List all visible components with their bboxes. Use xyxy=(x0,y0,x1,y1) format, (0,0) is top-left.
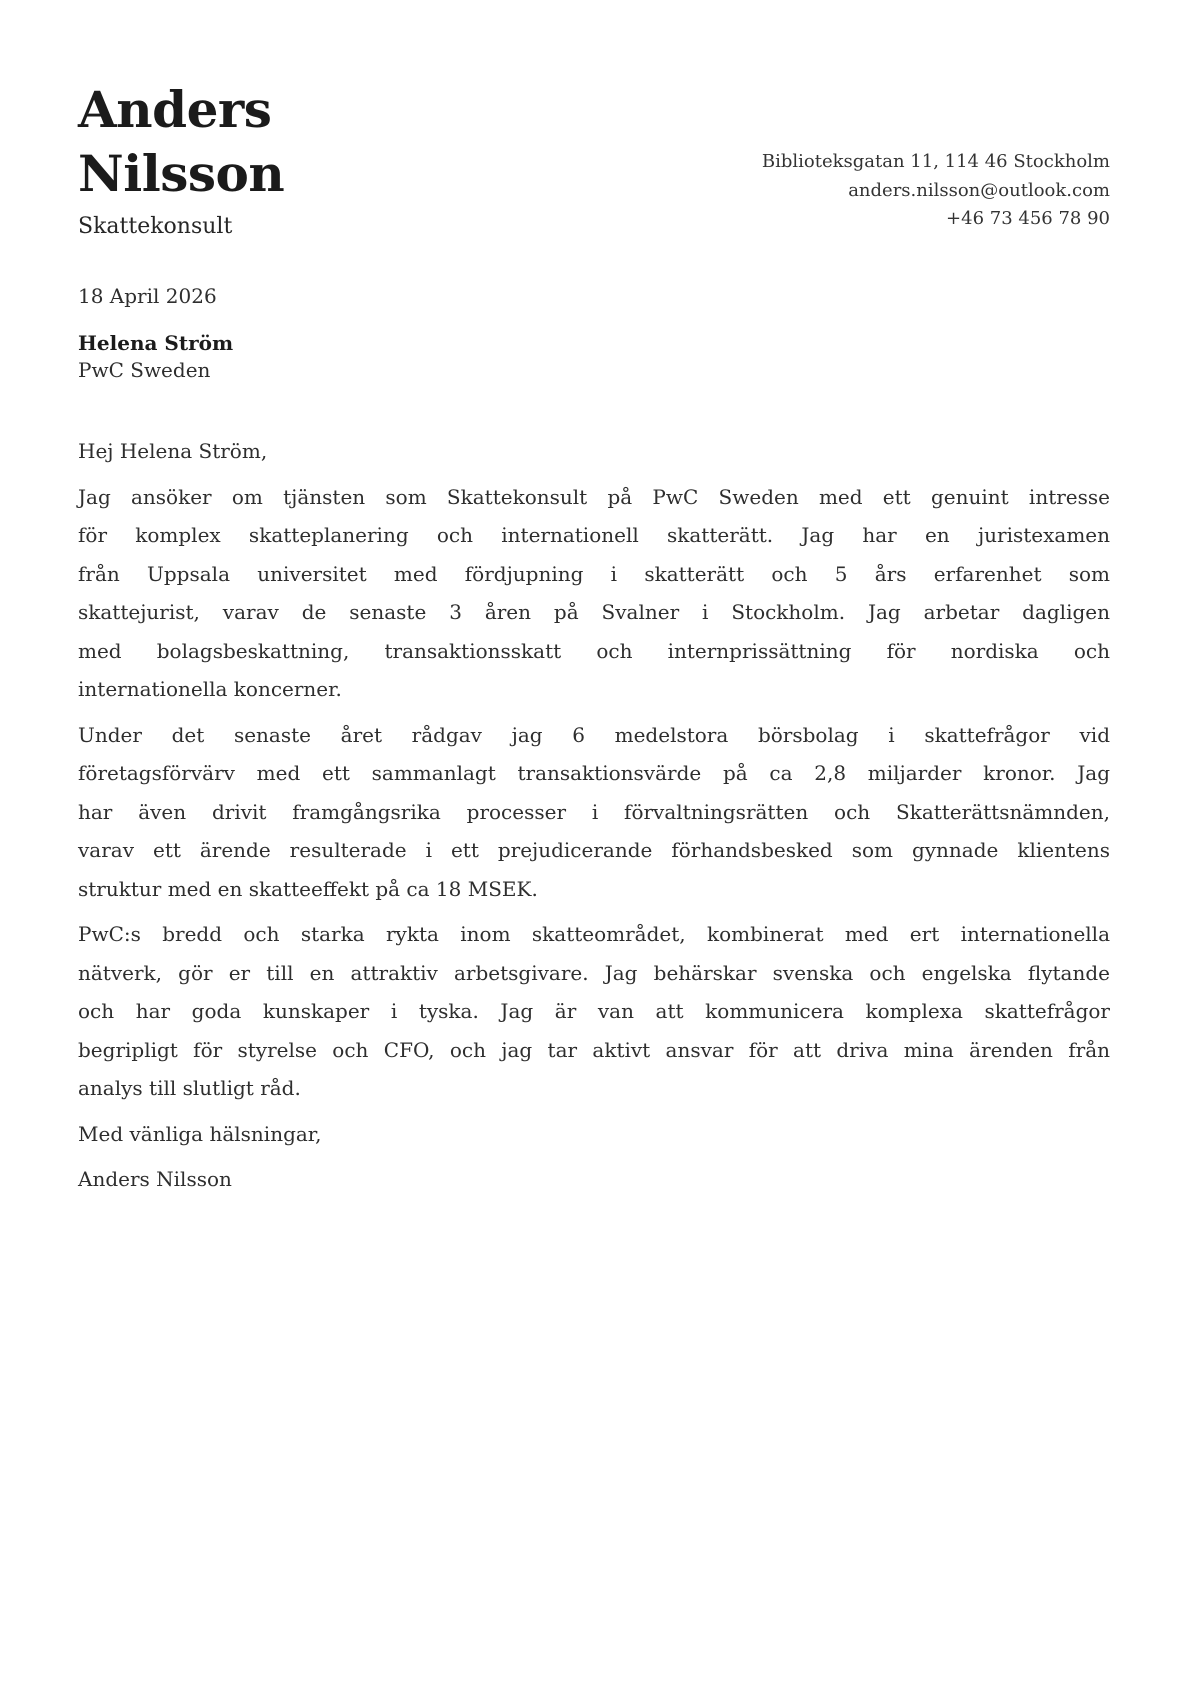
paragraph-line: för komplex skatteplanering och internationell skatterätt. Jag har en juristexamen xyxy=(78,523,1110,547)
paragraph-line: analys till slutligt råd. xyxy=(78,1076,301,1100)
letter-paragraph xyxy=(78,716,1110,909)
paragraph-line: Under det senaste året rådgav jag 6 medelstora börsbolag i skattefrågor vid xyxy=(78,722,1110,747)
signature: Anders Nilsson xyxy=(78,1167,232,1191)
letter-paragraph xyxy=(78,915,1110,1108)
paragraph-line: företagsförvärv med ett sammanlagt transaktionsvärde på ca 2,8 miljarder kronor. Jag xyxy=(78,761,1110,785)
closing: Med vänliga hälsningar, xyxy=(78,1121,322,1146)
recipient-company: PwC Sweden xyxy=(78,358,211,382)
sender-block xyxy=(78,78,284,242)
paragraph-line: PwC:s bredd och starka rykta inom skatteområdet, kombinerat med ert internationella xyxy=(78,922,1110,946)
letter-body xyxy=(78,432,1110,1199)
paragraph-line: med bolagsbeskattning, transaktionsskatt och internprissättning för nordiska och xyxy=(78,638,1110,663)
paragraph-line: från Uppsala universitet med fördjupning i skatterätt och 5 års erfarenhet som xyxy=(78,561,1110,586)
paragraph-line: nätverk, gör er till en attraktiv arbetsgivare. Jag behärskar svenska och engelska flytande xyxy=(78,960,1110,985)
letter-paragraph xyxy=(78,478,1110,709)
sender-first-name: Anders xyxy=(78,80,272,139)
greeting: Hej Helena Ström, xyxy=(78,439,268,463)
contact-phone: +46 73 456 78 90 xyxy=(946,208,1110,229)
contact-email: anders.nilsson@outlook.com xyxy=(848,179,1110,201)
paragraph-line: begripligt för styrelse och CFO, och jag tar aktivt ansvar för att driva mina ärenden från xyxy=(78,1037,1110,1062)
paragraph-line: varav ett ärende resulterade i ett prejudicerande förhandsbesked som gynnade klientens xyxy=(78,838,1110,862)
paragraph-line: struktur med en skatteeffekt på ca 18 MSEK. xyxy=(78,876,538,901)
contact-block xyxy=(762,148,1110,234)
sender-last-name: Nilsson xyxy=(78,144,285,203)
sender-name xyxy=(78,78,284,206)
contact-address: Biblioteksgatan 11, 114 46 Stockholm xyxy=(761,151,1110,172)
recipient-name: Helena Ström xyxy=(78,331,234,355)
letter-header xyxy=(78,78,1110,242)
paragraph-line: internationella koncerner. xyxy=(78,677,342,701)
paragraph-line: Jag ansöker om tjänsten som Skattekonsult på PwC Sweden med ett genuint intresse xyxy=(78,484,1110,509)
paragraph-line: och har goda kunskaper i tyska. Jag är van att kommunicera komplexa skattefrågor xyxy=(78,999,1110,1023)
sender-title: Skattekonsult xyxy=(78,214,233,239)
paragraph-line: har även drivit framgångsrika processer i förvaltningsrätten och Skatterättsnämnden, xyxy=(78,799,1110,824)
paragraph-line: skattejurist, varav de senaste 3 åren på Svalner i Stockholm. Jag arbetar dagligen xyxy=(78,600,1110,624)
paragraphs-host xyxy=(78,478,1110,1108)
recipient-block xyxy=(78,330,1110,384)
letter-date: 18 April 2026 xyxy=(78,284,217,308)
